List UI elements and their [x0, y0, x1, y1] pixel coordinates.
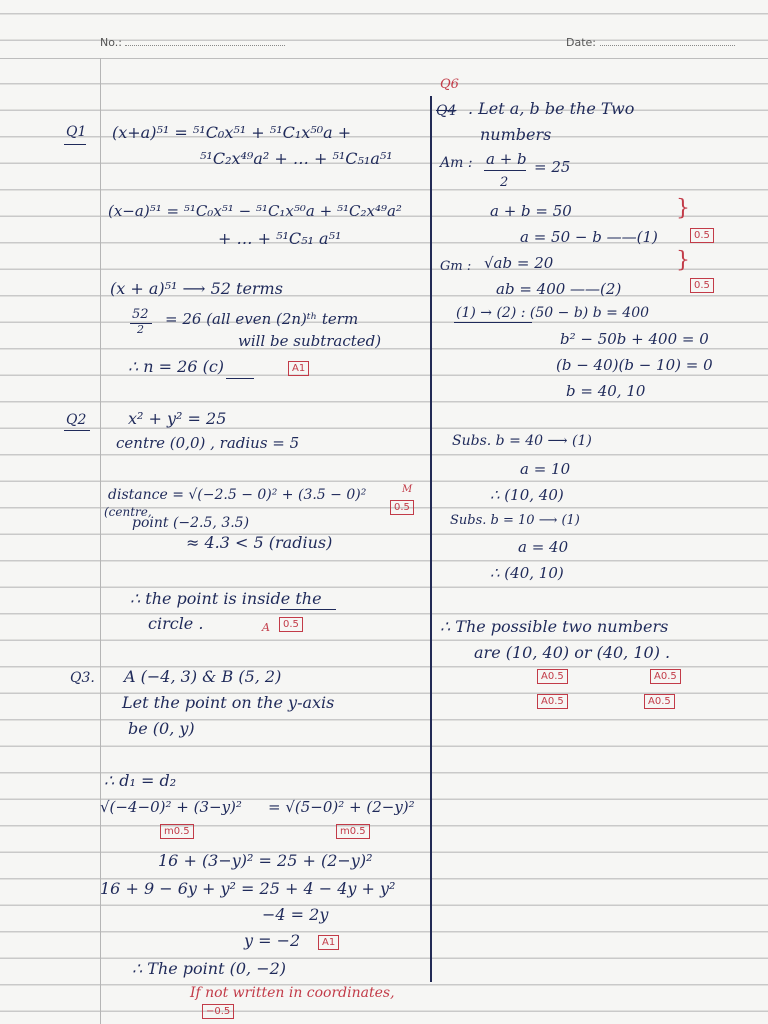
q1-mark-badge: A1 — [288, 361, 309, 376]
q6-answer-mark-badge-2: A0.5 — [650, 669, 681, 684]
question-2-underline — [64, 430, 90, 431]
gm-expression: √ab = 20 — [484, 254, 554, 272]
q6-intro-line1: . Let a, b be the Two — [468, 99, 635, 118]
q6-intro-line2: numbers — [480, 125, 552, 144]
q2-accuracy-mark-badge: 0.5 — [279, 617, 303, 632]
q6-answer-mark-badge-4: A0.5 — [644, 694, 675, 709]
q6-substitution: (1) → (2) : (50 − b) b = 400 — [456, 305, 650, 321]
q6-label: Q6 — [440, 77, 459, 92]
q2-centre-radius: centre (0,0) , radius = 5 — [116, 434, 300, 452]
question-1-underline — [64, 144, 86, 145]
number-blank — [125, 36, 285, 46]
q2-conclusion-line2: circle . — [148, 614, 204, 633]
q2-circle-equation: x² + y² = 25 — [128, 409, 227, 428]
q1-expansion-plus-line2: ⁵¹C₂x⁴⁹a² + … + ⁵¹C₅₁a⁵¹ — [200, 149, 393, 168]
q2-accuracy-letter: A — [262, 621, 270, 634]
q6-factorised: (b − 40)(b − 10) = 0 — [556, 356, 713, 374]
q6-a40: a = 40 — [518, 538, 569, 556]
q6-substitution-underline — [454, 322, 532, 323]
q6-subs-b10: Subs. b = 10 ⟶ (1) — [450, 513, 580, 528]
q6-mark-badge-2: 0.5 — [690, 278, 714, 293]
q3-deduction-mark-badge: −0.5 — [202, 1004, 234, 1019]
q3-given-points: A (−4, 3) & B (5, 2) — [124, 667, 282, 686]
q6-equation-1: a = 50 − b ——(1) — [520, 228, 658, 246]
q3-method-mark-badge-2: m0.5 — [336, 824, 370, 839]
q6-conclusion-line1: ∴ The possible two numbers — [440, 617, 669, 636]
q2-centre-note: (centre, — [104, 505, 152, 519]
q1-fraction-denominator: 2 — [137, 323, 144, 336]
q3-final-point: ∴ The point (0, −2) — [132, 959, 287, 978]
q6-sum: a + b = 50 — [490, 202, 572, 220]
date-blank — [600, 36, 735, 46]
q3-let-point: Let the point on the y-axis — [122, 693, 335, 712]
q3-solution-y: y = −2 — [244, 931, 301, 950]
q4-crossed-label: Q4 — [436, 103, 457, 119]
q2-distance-formula: distance = √(−2.5 − 0)² + (3.5 − 0)² — [108, 487, 367, 503]
q2-distance-result: ≈ 4.3 < 5 (radius) — [186, 533, 333, 552]
question-1-label: Q1 — [66, 124, 87, 140]
brace-1: } — [676, 196, 690, 221]
date-field — [566, 36, 735, 49]
gm-label: Gm : — [440, 259, 472, 274]
q3-deduction-note: If not written in coordinates, — [190, 985, 395, 1001]
brace-2: } — [676, 248, 690, 273]
q2-inside-underline — [280, 609, 336, 610]
q6-b-values: b = 40, 10 — [566, 382, 646, 400]
q3-expanded-equation: 16 + (3−y)² = 25 + (2−y)² — [158, 851, 373, 870]
q1-expansion-minus-line2: + … + ⁵¹C₅₁ a⁵¹ — [218, 229, 342, 248]
q1-even-term-note: = 26 (all even (2n)ᵗʰ term — [165, 310, 359, 328]
am-value: = 25 — [534, 158, 571, 176]
q1-subtracted-note: will be subtracted) — [238, 332, 382, 350]
am-denominator: 2 — [500, 175, 509, 190]
q2-conclusion-line1: ∴ the point is inside the — [130, 589, 322, 608]
q1-answer-underline — [226, 378, 254, 379]
q3-method-mark-badge-1: m0.5 — [160, 824, 194, 839]
am-label: Am : — [440, 155, 473, 171]
q3-distance-equal: ∴ d₁ = d₂ — [104, 771, 177, 790]
q6-answer-mark-badge-3: A0.5 — [537, 694, 568, 709]
q3-simplified: −4 = 2y — [262, 905, 329, 924]
q1-answer: ∴ n = 26 (c) — [128, 357, 225, 376]
q1-expansion-plus-line1: (x+a)⁵¹ = ⁵¹C₀x⁵¹ + ⁵¹C₁x⁵⁰a + — [112, 123, 352, 142]
number-label: No.: — [100, 36, 122, 49]
q3-distance-right: = √(5−0)² + (2−y)² — [268, 798, 415, 816]
q6-pair-1: ∴ (10, 40) — [490, 486, 564, 504]
q6-a10: a = 10 — [520, 460, 571, 478]
q1-fraction-numerator: 52 — [132, 307, 149, 322]
q6-equation-2: ab = 400 ——(2) — [496, 280, 622, 298]
q3-distance-left: √(−4−0)² + (3−y)² — [100, 798, 242, 816]
q6-mark-badge-1: 0.5 — [690, 228, 714, 243]
q6-pair-2: ∴ (40, 10) — [490, 564, 564, 582]
header-rule — [0, 58, 768, 59]
q1-term-count: (x + a)⁵¹ ⟶ 52 terms — [110, 279, 283, 298]
number-field — [100, 36, 285, 49]
question-2-label: Q2 — [66, 412, 87, 428]
q3-full-expansion: 16 + 9 − 6y + y² = 25 + 4 − 4y + y² — [100, 879, 396, 898]
am-numerator: a + b — [486, 150, 527, 168]
q6-answer-mark-badge-1: A0.5 — [537, 669, 568, 684]
q3-point-be: be (0, y) — [128, 719, 195, 738]
q2-method-mark-badge: 0.5 — [390, 500, 414, 515]
am-fraction-bar — [484, 170, 526, 171]
q6-conclusion-line2: are (10, 40) or (40, 10) . — [474, 643, 671, 662]
column-divider — [430, 96, 432, 982]
q6-subs-b40: Subs. b = 40 ⟶ (1) — [452, 433, 592, 449]
date-label: Date: — [566, 36, 596, 49]
q6-quadratic: b² − 50b + 400 = 0 — [560, 330, 709, 348]
question-3-label: Q3. — [70, 670, 95, 686]
q2-point: point (−2.5, 3.5) — [132, 515, 250, 531]
q1-expansion-minus-line1: (x−a)⁵¹ = ⁵¹C₀x⁵¹ − ⁵¹C₁x⁵⁰a + ⁵¹C₂x⁴⁹a² — [108, 202, 402, 220]
q3-accuracy-mark-badge: A1 — [318, 935, 339, 950]
q2-method-letter: M — [402, 484, 413, 495]
